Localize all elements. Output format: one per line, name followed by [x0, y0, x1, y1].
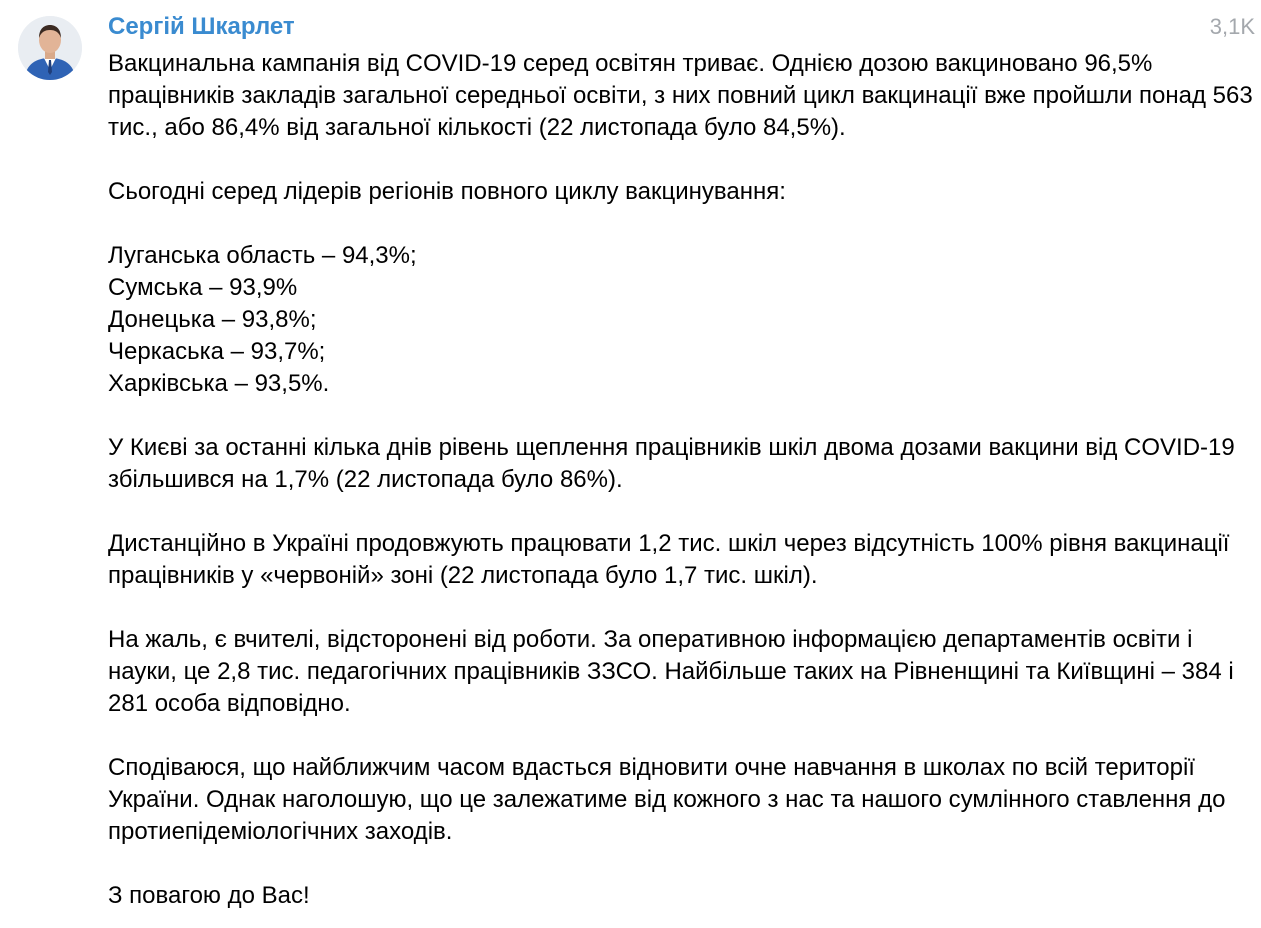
paragraph-remote-schools: Дистанційно в Україні продовжують працювати 1,2 тис. шкіл через відсутність 100% рівня вакцинації працівників у «червоній» зоні (22 листопада було 1,7 тис. шкіл).	[108, 530, 1230, 589]
author-name[interactable]: Сергій Шкарлет	[108, 13, 295, 40]
person-portrait-icon	[18, 16, 82, 80]
paragraph-kyiv: У Києві за останні кілька днів рівень щеплення працівників шкіл двома дозами вакцини від COVID-19 збільшився на 1,7% (22 листопада було 86%).	[108, 434, 1235, 493]
author-avatar[interactable]	[18, 16, 82, 80]
paragraph-hope: Сподіваюся, що найближчим часом вдасться відновити очне навчання в школах по всій території України. Однак наголошую, що це залежатиме від кожного з нас та нашого сумлінного ставлення до протиепідеміологічних заходів.	[108, 754, 1226, 845]
paragraph-signoff: З повагою до Вас!	[108, 882, 310, 909]
paragraph-vaccination-campaign: Вакцинальна кампанія від COVID-19 серед освітян триває. Однією дозою вакциновано 96,5% працівників закладів загальної середньої освіти, з них повний цикл вакцинації вже пройшли понад 563 тис., або 86,4% від загальної кількості (22 листопада було 84,5%).	[108, 50, 1253, 141]
message-text	[108, 48, 1258, 912]
paragraph-leaders-intro: Сьогодні серед лідерів регіонів повного циклу вакцинування:	[108, 178, 786, 205]
paragraph-suspended-teachers: На жаль, є вчителі, відсторонені від роботи. За оперативною інформацією департаментів освіти і науки, це 2,8 тис. педагогічних працівників ЗЗСО. Найбільше таких на Рівненщині та Київщині – 384 і 281 особа відповідно.	[108, 626, 1234, 717]
paragraph-region-list: Луганська область – 94,3%; Сумська – 93,9% Донецька – 93,8%; Черкаська – 93,7%; Харківська – 93,5%.	[108, 242, 417, 397]
view-count: 3,1K	[1209, 14, 1255, 39]
